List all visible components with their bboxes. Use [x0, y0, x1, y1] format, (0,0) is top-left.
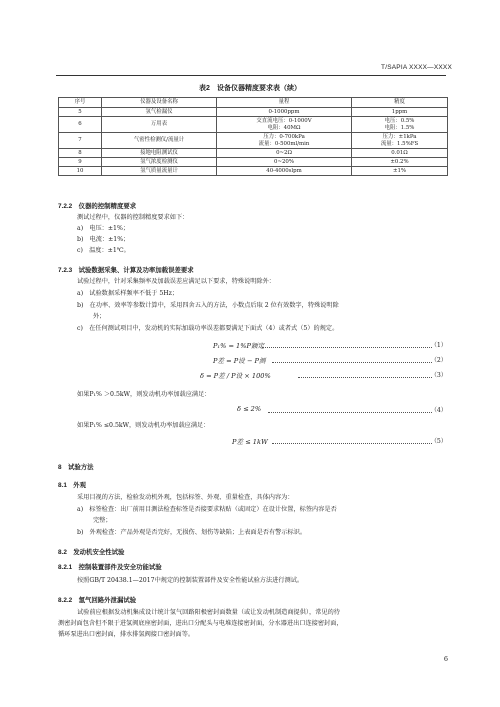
table-cell-range: 0-1000ppm	[217, 108, 352, 117]
header-cell: 序号	[59, 98, 102, 108]
paragraph: 按照GB/T 20438.1—2017中规定的控制装置部件及安全性能试验方法进行测试。	[77, 577, 304, 584]
header-rule	[56, 75, 446, 76]
list-item-continuation: 外；	[93, 313, 106, 320]
paragraph: 试验过程中，针对采集频率及加载误差应满足以下要求，特殊说明除外：	[77, 278, 275, 285]
table-cell-name: 氢气浓度检测仪	[102, 158, 217, 167]
table-cell-name: 万用表	[102, 117, 217, 133]
table-cell-range: 0~20%	[217, 158, 352, 167]
equation-number: （4）	[430, 407, 447, 414]
standard-number: T/SAPIA XXXX—XXXX	[381, 64, 452, 71]
equation-number: （3）	[430, 372, 447, 379]
list-item: b) 电流：±1%；	[77, 236, 130, 243]
equation-1: P₁% = 1%P额定	[213, 342, 265, 350]
equation-number: （2）	[430, 357, 447, 364]
equation-5: P差 ≤ 1kW	[232, 438, 268, 446]
table-cell-range: 0~2Ω	[217, 149, 352, 158]
equation-number: （1）	[430, 342, 447, 349]
equation-number: （5）	[430, 438, 447, 445]
table-cell-precision: ±1%	[352, 167, 448, 176]
table-cell-range: 交直流电压：0-1000V 电阻：40MΩ	[217, 117, 352, 133]
list-item: c) 温度：±1℃。	[77, 247, 130, 254]
list-item: b) 在功率、效率等参数计算中，采用四舍五入的方法，小数点后取 2 位有效数字，特殊说明除	[77, 302, 339, 309]
list-item-continuation: 完整；	[93, 517, 112, 524]
section-heading-8-2-1: 8.2.1 控制装置部件及安全功能试验	[58, 564, 162, 571]
section-heading-7-2-2: 7.2.2 仪器的控制精度要求	[58, 203, 137, 210]
section-heading-8-2: 8.2 发动机安全性试验	[58, 549, 125, 556]
table-cell-precision: 压力：±1kPa 流量：1.5%FS	[352, 133, 448, 149]
paragraph: 如果P₁% ＞0.5kW，则发动机功率加载应满足：	[77, 391, 211, 398]
list-item: a) 电压：±1%；	[77, 225, 130, 232]
table-cell-no: 10	[59, 167, 102, 176]
table-cell-name: 氢气质量流量计	[102, 167, 217, 176]
table-row	[59, 117, 448, 133]
header-cell: 仪器及设备名称	[102, 98, 217, 108]
table-caption: 表2 设备仪器精度要求表（续）	[199, 85, 301, 92]
equation-2: P差 = P设 − P测	[213, 357, 266, 365]
header-cell: 量程	[217, 98, 352, 108]
page-number: 6	[443, 655, 448, 663]
table-header-row	[59, 98, 448, 108]
table-row	[59, 133, 448, 149]
table-cell-range: 压力：0-700kPa 流量：0-500ml/min	[217, 133, 352, 149]
table-cell-no: 8	[59, 149, 102, 158]
table-row	[59, 108, 448, 117]
list-item: c) 在任何测试项目中，发动机的实际加载功率误差都要满足下面式（4）或者式（5）的规定。	[77, 325, 339, 332]
table-cell-precision: 电压：0.5% 电阻：1.5%	[352, 117, 448, 133]
table-cell-no: 9	[59, 158, 102, 167]
table-cell-no: 6	[59, 117, 102, 133]
table-cell-range: 40-4000slpm	[217, 167, 352, 176]
table-row	[59, 149, 448, 158]
section-heading-7-2-3: 7.2.3 试验数据采集、计算及功率加载误差要求	[58, 267, 194, 274]
header-cell: 精度	[352, 98, 448, 108]
paragraph: 测密封面包含但不限于进氢阀底座密封面，进出口分配头与电堆连接密封面，分水器进出口连接密封面，	[58, 620, 343, 627]
paragraph: 测试过程中，仪器的控制精度要求如下：	[77, 214, 189, 221]
paragraph: 如果P₁% ≤0.5kW，则发动机功率加载应满足：	[77, 422, 210, 429]
equation-3: δ = P差 / P设 × 100%	[200, 372, 271, 380]
equation-4: δ ≤ 2%	[237, 405, 262, 413]
table-cell-no: 5	[59, 108, 102, 117]
table-row	[59, 158, 448, 167]
list-item: b) 外观检查：产品外观是否完好，无损伤、划伤等缺陷；上表面是否有警示标识。	[77, 529, 307, 536]
equation-leader	[272, 362, 432, 363]
list-item: a) 试验数据采样频率不低于 5Hz；	[77, 290, 179, 297]
precision-table	[58, 97, 448, 176]
table-cell-name: 接地电阻测试仪	[102, 149, 217, 158]
section-heading-8: 8 试验方法	[58, 464, 94, 471]
table-cell-no: 7	[59, 133, 102, 149]
paragraph: 试验前应根据发动机集成设计统计氢气回路阳极密封面数量（或让发动机制造商提供），常见的待	[77, 609, 340, 616]
equation-leader	[268, 412, 432, 413]
table-cell-precision: 0.01Ω	[352, 149, 448, 158]
paragraph: 循环泵进出口密封面，排水排氢阀接口密封面等。	[58, 631, 195, 638]
equation-leader	[298, 377, 432, 378]
table-cell-name: 气密性检测仪/流量计	[102, 133, 217, 149]
paragraph: 采用目视的方法，检验发动机外观，包括标签、外观、重量检查，具体内容为：	[77, 494, 294, 501]
section-heading-8-2-2: 8.2.2 氢气回路外泄漏试验	[58, 597, 137, 604]
section-heading-8-1: 8.1 外观	[58, 482, 87, 489]
equation-leader	[262, 347, 432, 348]
table-row	[59, 167, 448, 176]
table-cell-name: 氢气检漏仪	[102, 108, 217, 117]
table-cell-precision: ±0.2%	[352, 158, 448, 167]
list-item: a) 标签检查：出厂前用目测法检查标签是否接要求粘贴（或固定）在设计位置，标签内容是否	[77, 506, 337, 513]
equation-leader	[272, 443, 432, 444]
table-cell-precision: 1ppm	[352, 108, 448, 117]
